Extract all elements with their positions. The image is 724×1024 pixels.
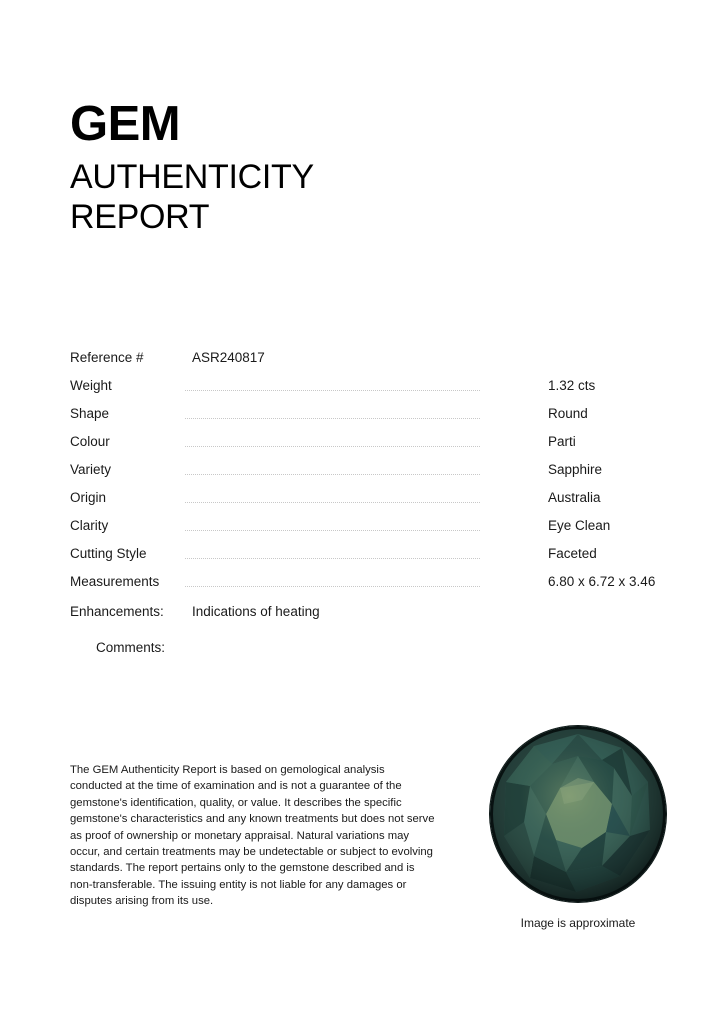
detail-row-reference <box>70 350 660 378</box>
detail-leader-measurements <box>185 586 480 587</box>
detail-row-variety <box>70 462 660 490</box>
detail-label-cutting-style: Cutting Style <box>70 546 147 561</box>
detail-value-colour: Parti <box>548 434 576 449</box>
detail-leader-weight <box>185 390 480 391</box>
gem-photo <box>490 726 666 902</box>
detail-value-cutting-style: Faceted <box>548 546 597 561</box>
detail-leader-colour <box>185 446 480 447</box>
detail-row-colour <box>70 434 660 462</box>
detail-leader-clarity <box>185 530 480 531</box>
detail-label-weight: Weight <box>70 378 112 393</box>
detail-value-weight: 1.32 cts <box>548 378 596 393</box>
detail-value-enhancements: Indications of heating <box>192 604 320 619</box>
detail-row-shape <box>70 406 660 434</box>
detail-leader-cutting-style <box>185 558 480 559</box>
detail-label-comments: Comments: <box>96 640 166 655</box>
gem-details-table <box>70 350 660 670</box>
detail-label-enhancements: Enhancements: <box>70 604 164 619</box>
detail-row-cutting-style <box>70 546 660 574</box>
detail-row-clarity <box>70 518 660 546</box>
detail-value-variety: Sapphire <box>548 462 603 477</box>
detail-label-shape: Shape <box>70 406 110 421</box>
page-subtitle <box>70 157 590 237</box>
page-title: GEM <box>70 97 181 151</box>
detail-label-reference: Reference # <box>70 350 144 365</box>
detail-row-enhancements <box>70 604 660 638</box>
disclaimer-text: The GEM Authenticity Report is based on gemological analysis conducted at the time of examination and is not a guarantee of the gemstone's identification, quality, or value. It describes the specific gemstone's characteristics and any known treatments but does not serve as proof of ownership or monetary appraisal. Natural variations may occur, and certain treatments may be undetectable or subject to evolving standards. The report pertains only to the gemstone described and is non-transferable. The issuing entity is not liable for any damages or disputes arising from its use. <box>70 764 435 907</box>
detail-label-variety: Variety <box>70 462 112 477</box>
detail-value-reference: ASR240817 <box>192 350 265 365</box>
detail-leader-origin <box>185 502 480 503</box>
detail-label-clarity: Clarity <box>70 518 109 533</box>
page-subtitle-line2: REPORT <box>70 198 210 237</box>
gem-facet-overlay <box>490 726 666 902</box>
report-title-block <box>70 97 590 237</box>
detail-leader-shape <box>185 418 480 419</box>
detail-label-colour: Colour <box>70 434 110 449</box>
detail-row-origin <box>70 490 660 518</box>
detail-leader-variety <box>185 474 480 475</box>
gem-image-caption: Image is approximate <box>520 916 636 930</box>
detail-label-measurements: Measurements <box>70 574 160 589</box>
detail-value-origin: Australia <box>548 490 601 505</box>
detail-label-origin: Origin <box>70 490 107 505</box>
gem-image-block <box>488 726 668 930</box>
detail-value-clarity: Eye Clean <box>548 518 611 533</box>
detail-row-weight <box>70 378 660 406</box>
detail-row-comments <box>70 640 660 670</box>
detail-value-measurements: 6.80 x 6.72 x 3.46 <box>548 574 656 589</box>
page-subtitle-line1: AUTHENTICITY <box>70 158 314 196</box>
detail-value-shape: Round <box>548 406 588 421</box>
detail-row-measurements <box>70 574 660 602</box>
